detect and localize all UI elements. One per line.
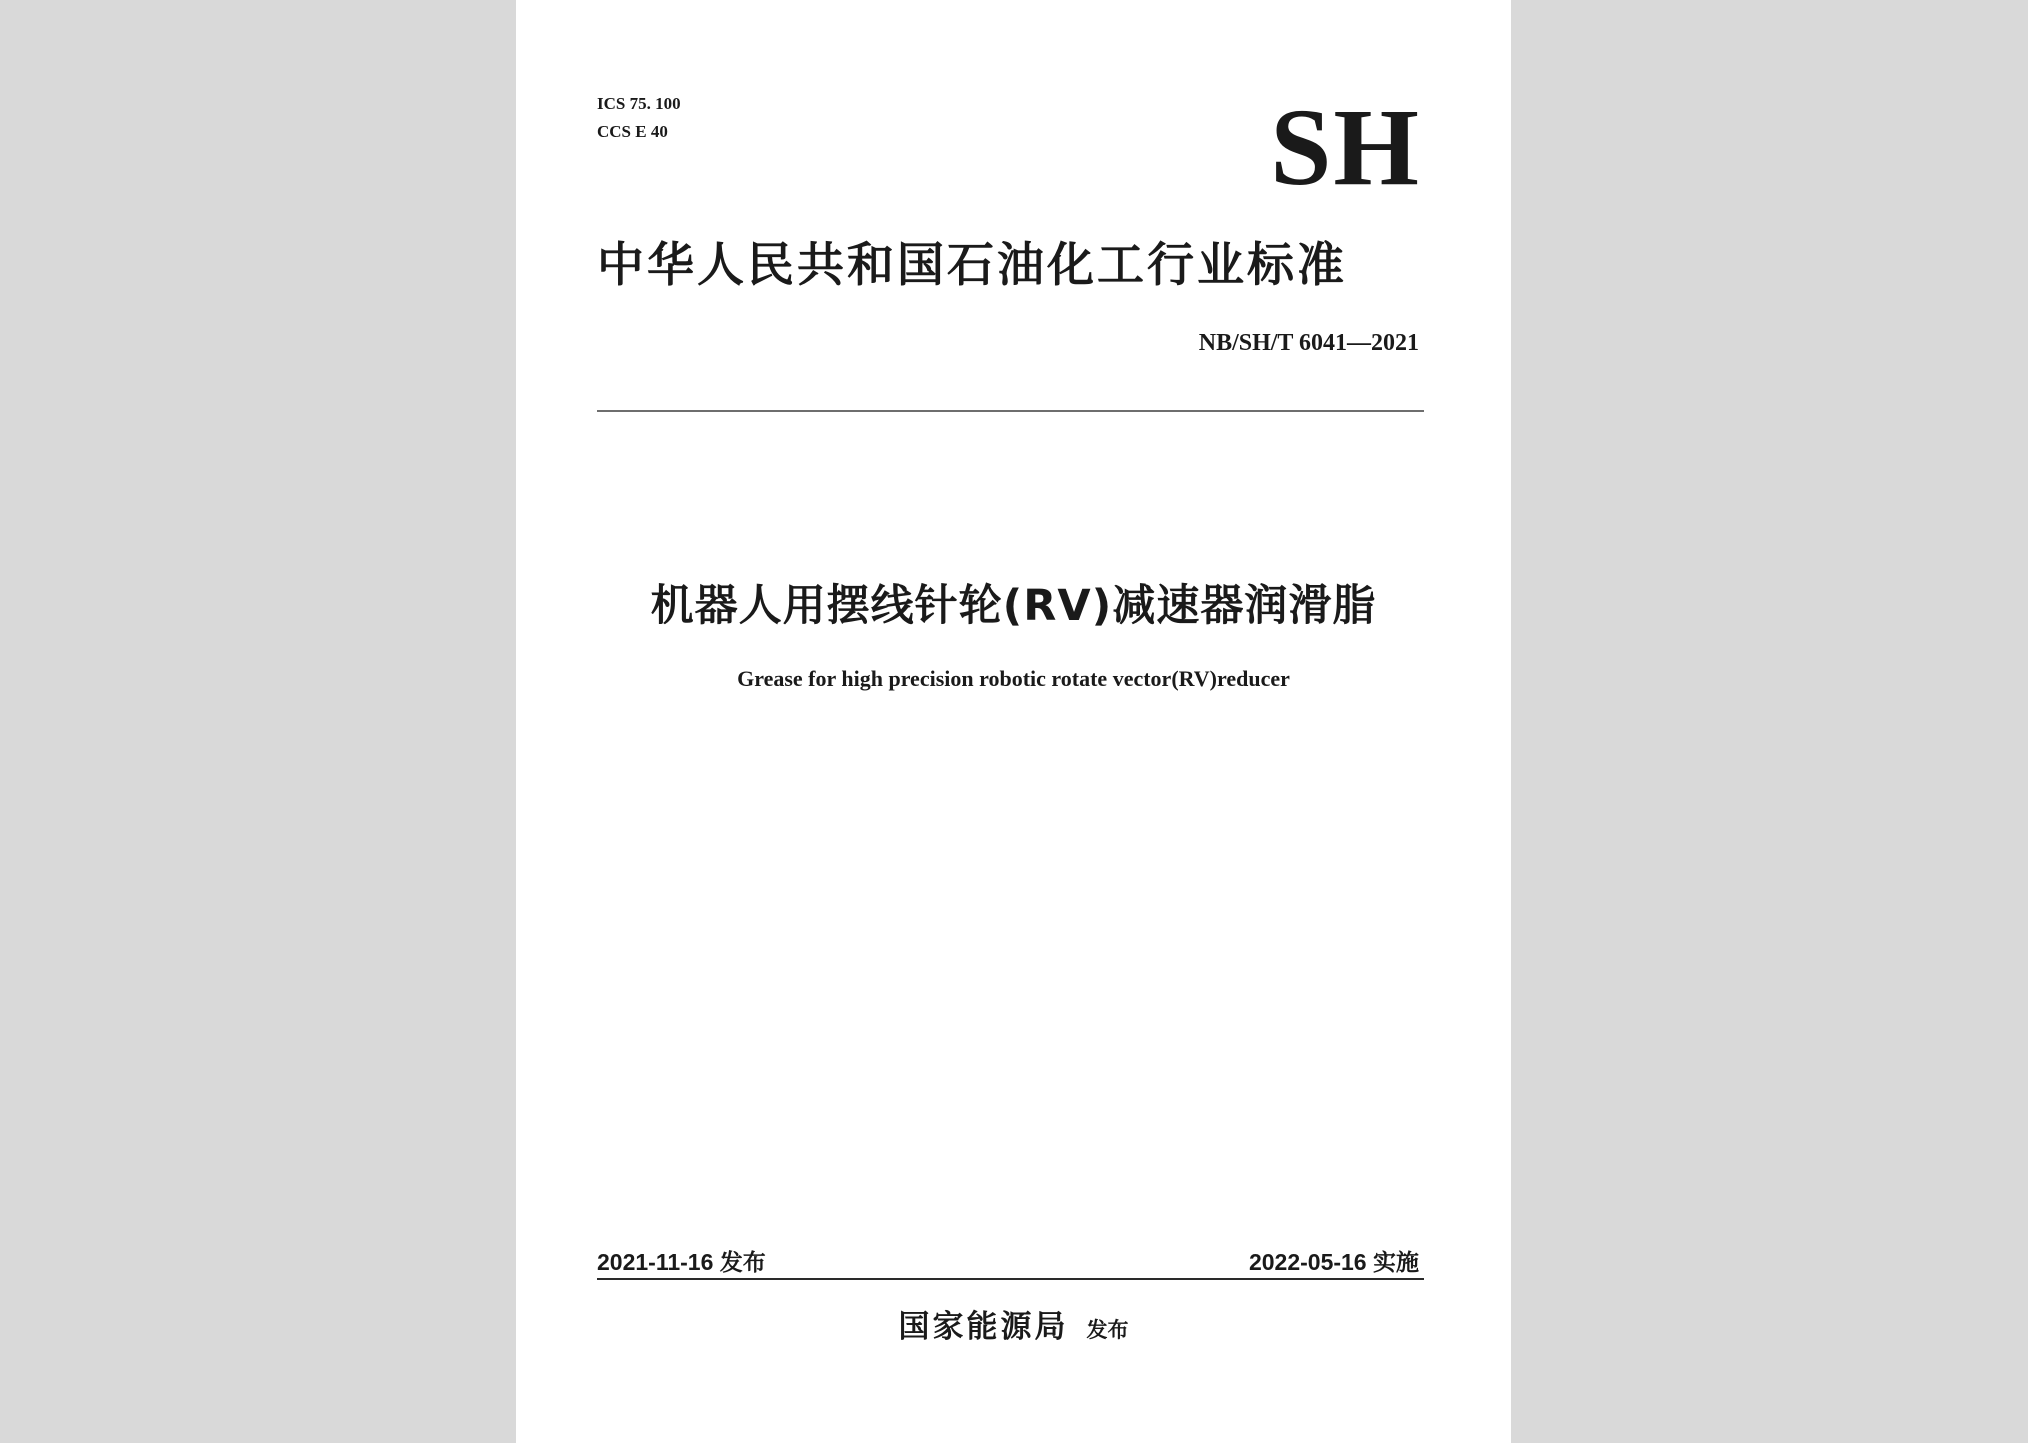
sh-logo: SH xyxy=(1270,86,1421,208)
footer-divider xyxy=(597,1278,1424,1280)
issue-date: 2021-11-16 发布 xyxy=(597,1249,766,1275)
ics-code: ICS 75. 100 xyxy=(597,94,681,113)
issuer-line xyxy=(516,1305,1511,1354)
ccs-code: CCS E 40 xyxy=(597,122,668,141)
document-page xyxy=(516,0,1511,1443)
classification-codes xyxy=(597,90,681,146)
issuer-suffix: 发布 xyxy=(1086,1318,1129,1342)
standard-number: NB/SH/T 6041—2021 xyxy=(1198,330,1419,356)
header-divider xyxy=(597,410,1424,412)
document-title-english: Grease for high precision robotic rotate vector(RV)reducer xyxy=(737,666,1290,691)
issuer-name: 国家能源局 xyxy=(898,1309,1069,1345)
document-title-chinese: 机器人用摆线针轮(RV)减速器润滑脂 xyxy=(650,581,1377,631)
implementation-date: 2022-05-16 实施 xyxy=(1248,1249,1419,1275)
standard-organization: 中华人民共和国石油化工行业标准 xyxy=(597,238,1347,293)
